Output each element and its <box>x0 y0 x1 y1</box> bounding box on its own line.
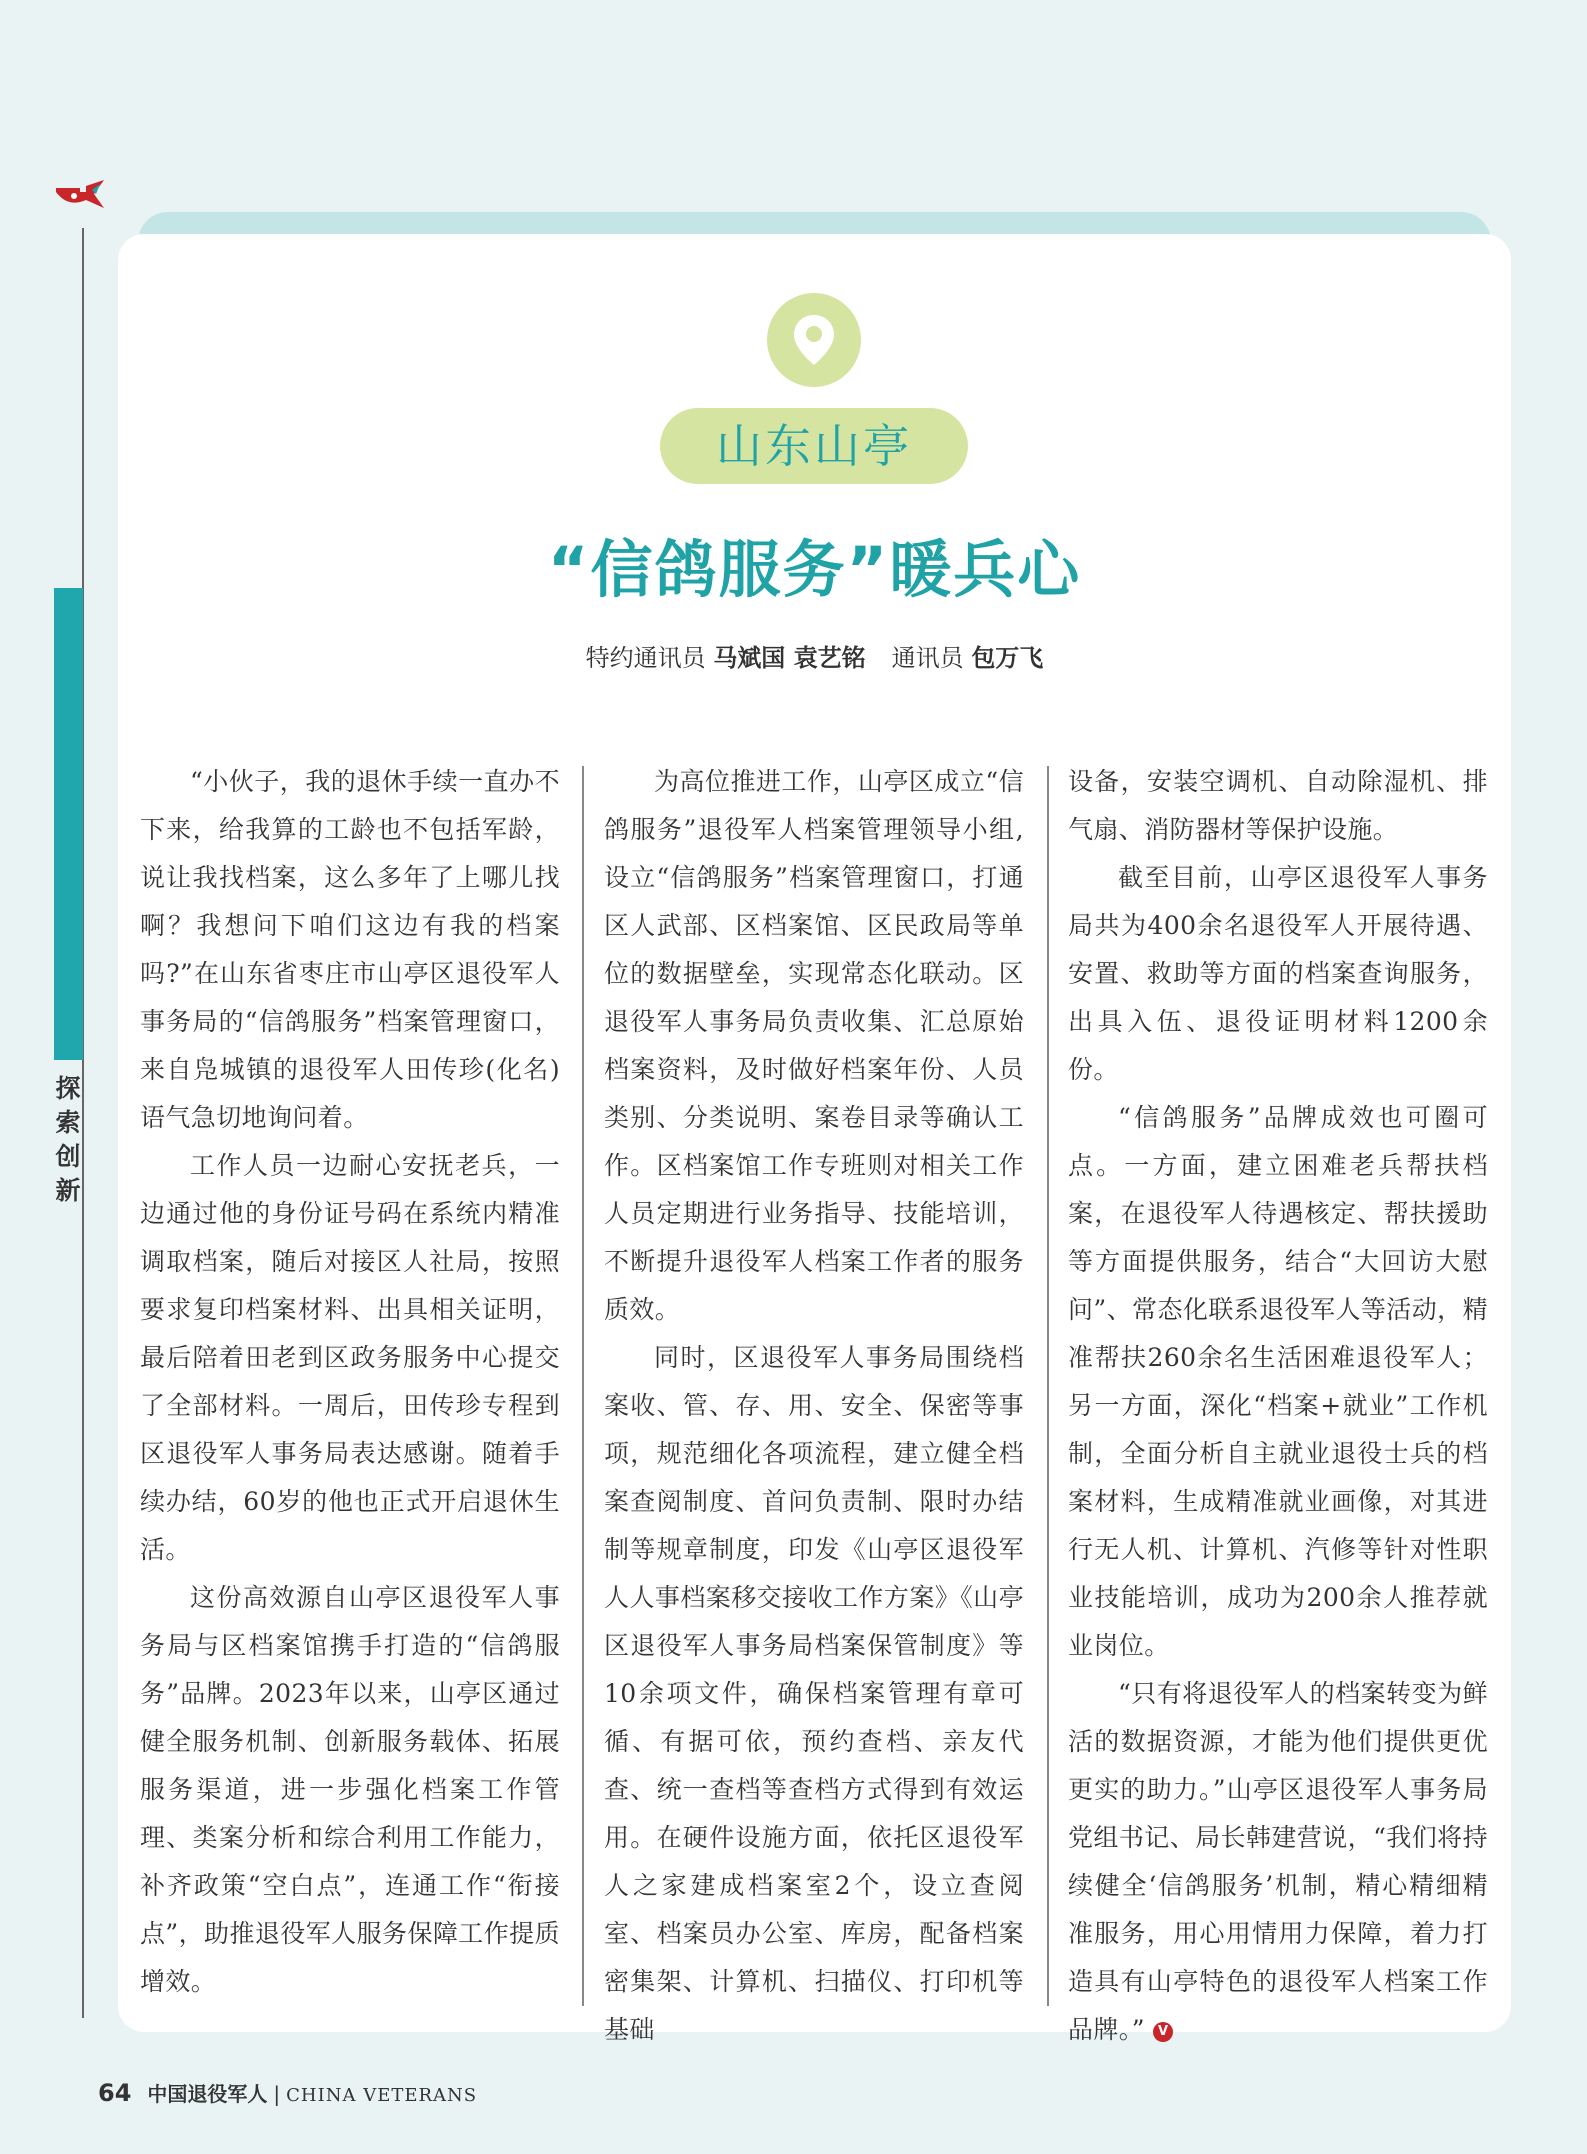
byline-role: 通讯员 <box>891 644 964 672</box>
footer-separator: | <box>273 2082 281 2106</box>
paragraph: 同时，区退役军人事务局围绕档案收、管、存、用、安全、保密等事项，规范细化各项流程，建立健全档案查阅制度、首问负责制、限时办结制等规章制度，印发《山亭区退役军人人事档案移交接收工作方案》《山亭区退役军人事务局档案保管制度》等10余项文件，确保档案管理有章可循、有据可依，预约查档、亲友代查、统一查档等查档方式得到有效运用。在硬件设施方面，依托区退役军人之家建成档案室2个，设立查阅室、档案员办公室、库房，配备档案密集架、计算机、扫描仪、打印机等基础 <box>604 1343 1024 2044</box>
byline-authors-special: 马斌国 袁艺铭 <box>713 644 866 672</box>
body-column-3 <box>1068 758 1488 2054</box>
body-column-1 <box>140 758 560 2006</box>
left-color-band <box>54 588 83 1060</box>
paragraph: “只有将退役军人的档案转变为鲜活的数据资源，才能为他们提供更优更实的助力。”山亭区退役军人事务局党组书记、局长韩建营说，“我们将持续健全‘信鸽服务’机制，精心精细精准服务，用心用情用力保障，着力打造具有山亭特色的退役军人档案工作品牌。” <box>1068 1679 1488 2044</box>
paragraph: 为高位推进工作，山亭区成立“信鸽服务”退役军人档案管理领导小组,设立“信鸽服务”档案管理窗口，打通区人武部、区档案馆、区民政局等单位的数据壁垒，实现常态化联动。区退役军人事务局负责收集、汇总原始档案资料，及时做好档案年份、人员类别、分类说明、案卷目录等确认工作。区档案馆工作专班则对相关工作人员定期进行业务指导、技能培训，不断提升退役军人档案工作者的服务质效。 <box>604 767 1024 1324</box>
page-footer <box>98 2076 477 2113</box>
paragraph: “小伙子，我的退休手续一直办不下来，给我算的工龄也不包括军龄，说让我找档案，这么多年了上哪儿找啊？我想问下咱们这边有我的档案吗?”在山东省枣庄市山亭区退役军人事务局的“信鸽服务”档案管理窗口，来自凫城镇的退役军人田传珍(化名)语气急切地询问着。 <box>140 767 560 1132</box>
article-title: “信鸽服务”暖兵心 <box>547 533 1082 606</box>
location-badge <box>767 293 861 387</box>
end-of-article-icon: V <box>1153 2022 1173 2042</box>
paragraph: 设备，安装空调机、自动除湿机、排气扇、消防器材等保护设施。 <box>1068 767 1488 844</box>
paragraph: 这份高效源自山亭区退役军人事务局与区档案馆携手打造的“信鸽服务”品牌。2023年以来，山亭区通过健全服务机制、创新服务载体、拓展服务渠道，进一步强化档案工作管理、类案分析和综合利用工作能力，补齐政策“空白点”，连通工作“衔接点”，助推退役军人服务保障工作提质增效。 <box>140 1583 560 1996</box>
body-column-2 <box>604 758 1024 2054</box>
page-number: 64 <box>98 2079 132 2107</box>
magazine-name-en: CHINA VETERANS <box>286 2085 478 2106</box>
magazine-logo-icon <box>52 178 112 218</box>
column-divider <box>1047 766 1049 2006</box>
paragraph: 截至目前，山亭区退役军人事务局共为400余名退役军人开展待遇、安置、救助等方面的档案查询服务，出具入伍、退役证明材料1200余份。 <box>1068 863 1488 1084</box>
paragraph: 工作人员一边耐心安抚老兵，一边通过他的身份证号码在系统内精准调取档案，随后对接区人社局，按照要求复印档案材料、出具相关证明，最后陪着田老到区政务服务中心提交了全部材料。一周后，田传珍专程到区退役军人事务局表达感谢。随着手续办结，60岁的他也正式开启退休生活。 <box>140 1151 560 1564</box>
byline <box>300 638 1329 678</box>
column-divider <box>582 766 584 2006</box>
location-label: 山东山亭 <box>660 408 968 484</box>
section-label: 探索创新 <box>55 1074 81 1205</box>
byline-role-special: 特约通讯员 <box>585 644 706 672</box>
magazine-name: 中国退役军人 <box>147 2082 268 2106</box>
paragraph: “信鸽服务”品牌成效也可圈可点。一方面，建立困难老兵帮扶档案，在退役军人待遇核定、帮扶援助等方面提供服务，结合“大回访大慰问”、常态化联系退役军人等活动，精准帮扶260余名生活困难退役军人；另一方面，深化“档案+就业”工作机制，全面分析自主就业退役士兵的档案材料，生成精准就业画像，对其进行无人机、计算机、汽修等针对性职业技能培训，成功为200余人推荐就业岗位。 <box>1068 1103 1488 1660</box>
byline-author: 包万飞 <box>971 644 1044 672</box>
paragraph-last <box>1068 1670 1488 2054</box>
map-pin-icon <box>791 313 837 367</box>
